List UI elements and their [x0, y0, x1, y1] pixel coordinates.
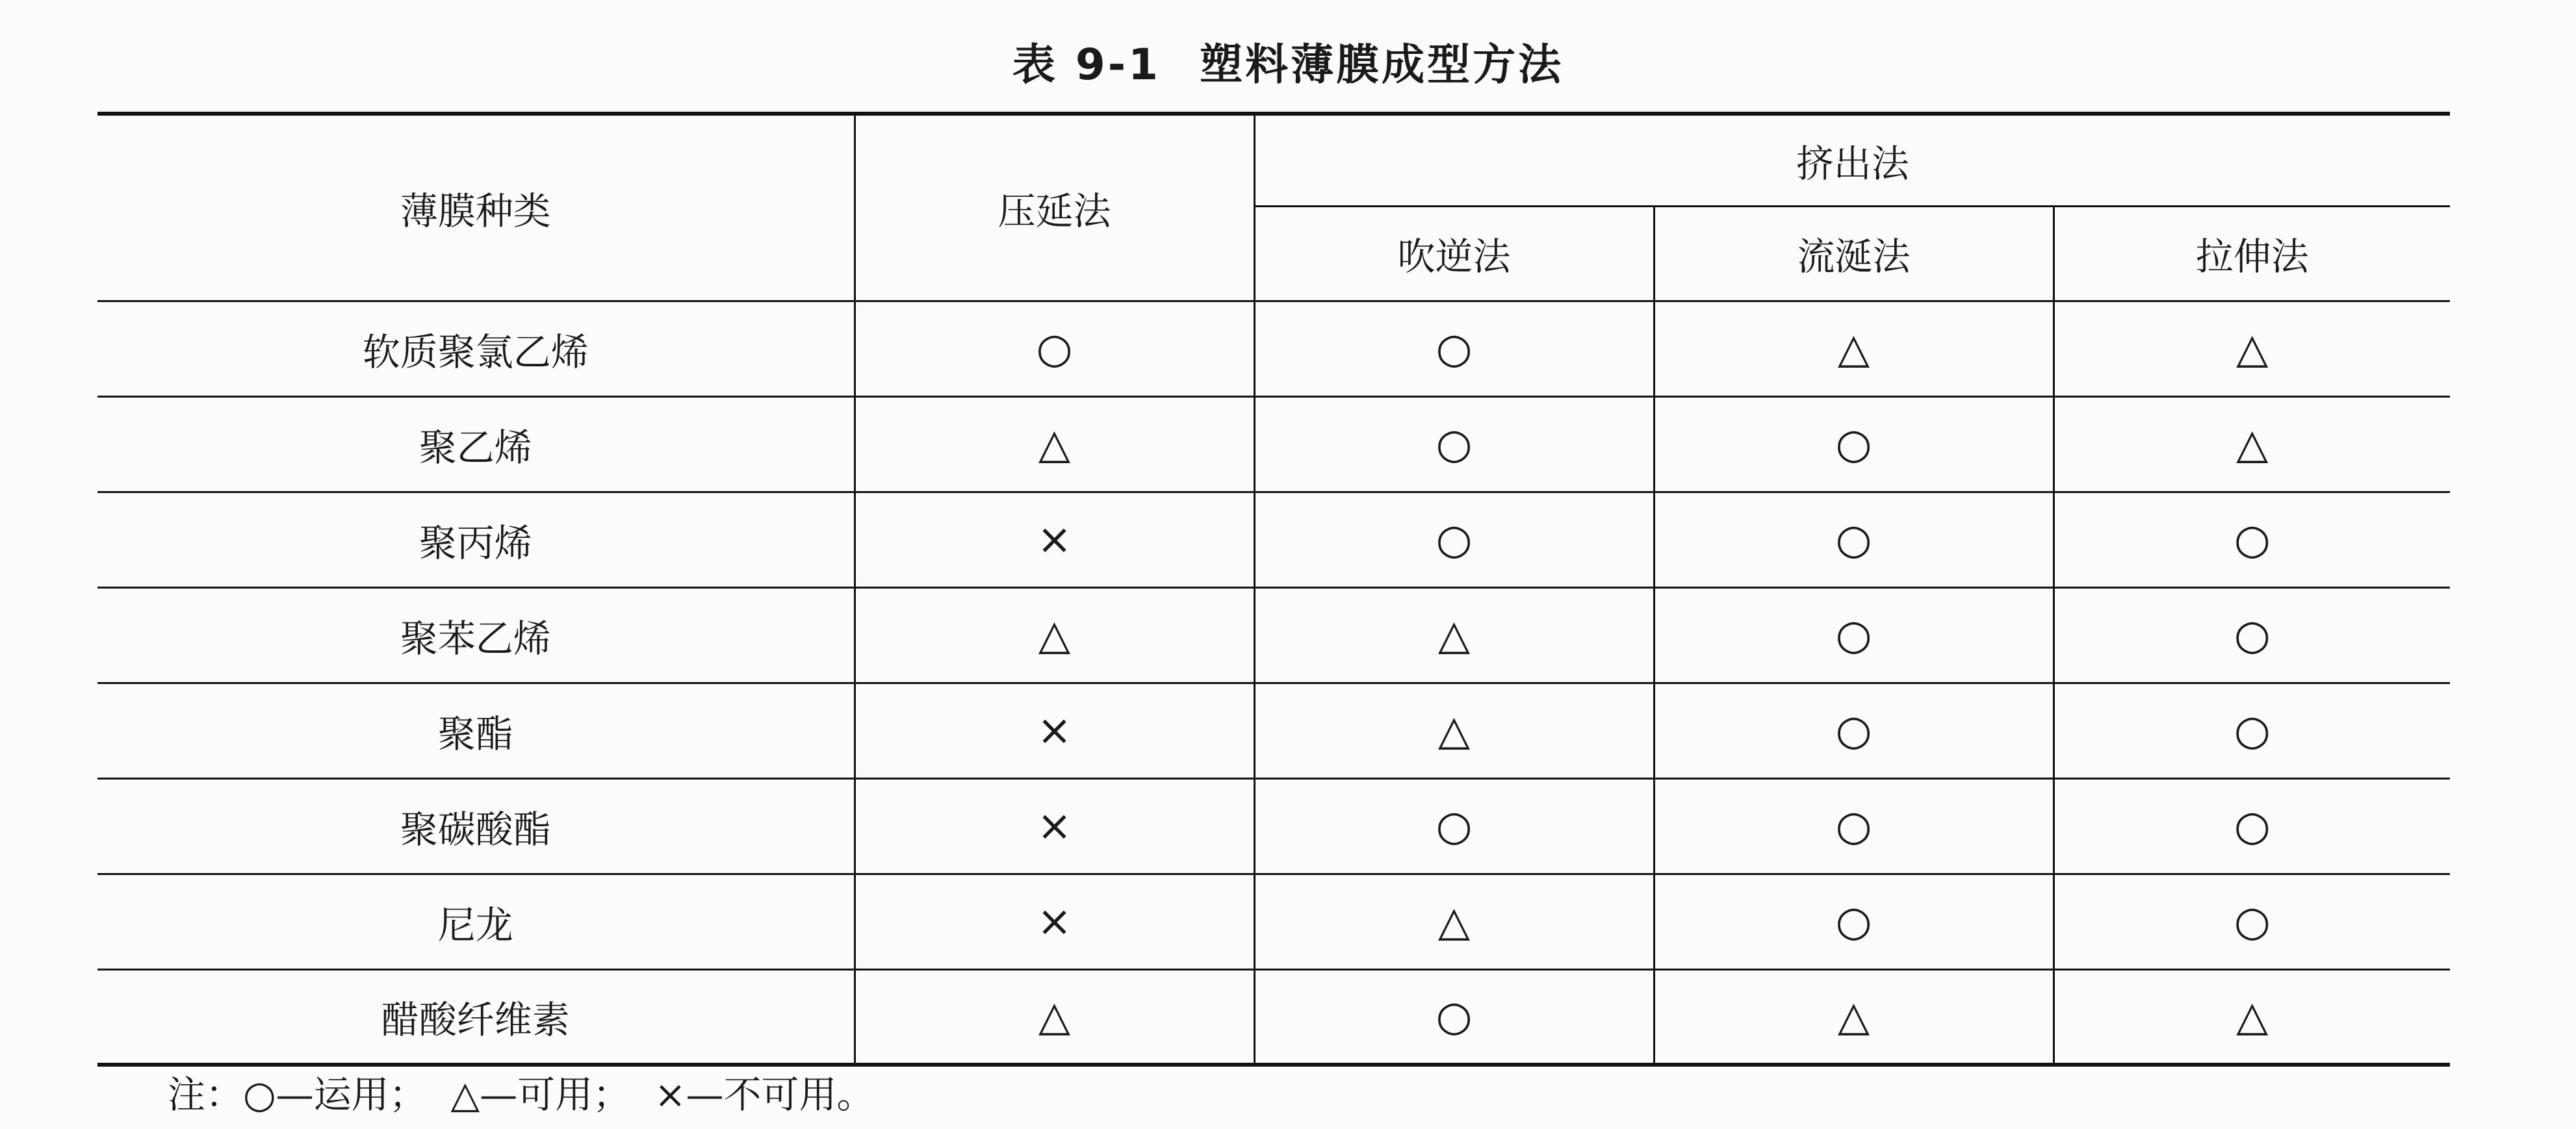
header-row-1 — [97, 114, 2450, 206]
film-name-cell: 聚苯乙烯 — [97, 587, 855, 683]
table-row — [97, 301, 2450, 396]
blown-mark: ○ — [1254, 396, 1654, 492]
calendering-mark: × — [855, 683, 1254, 778]
table-caption — [0, 25, 2576, 96]
cast-mark: ○ — [1654, 492, 2054, 587]
table-row — [97, 587, 2450, 683]
table-row — [97, 492, 2450, 587]
calendering-mark: × — [855, 492, 1254, 587]
film-name-cell: 软质聚氯乙烯 — [97, 301, 855, 396]
cast-mark: △ — [1654, 969, 2054, 1065]
cast-mark: ○ — [1654, 683, 2054, 778]
stretch-mark: ○ — [2054, 492, 2450, 587]
cast-mark: ○ — [1654, 778, 2054, 874]
header-extrusion: 挤出法 — [1254, 114, 2450, 206]
film-name-cell: 聚碳酸酯 — [97, 778, 855, 874]
header-blown: 吹逆法 — [1254, 206, 1654, 301]
film-name-cell: 醋酸纤维素 — [97, 969, 855, 1065]
table-title: 塑料薄膜成型方法 — [1200, 39, 1564, 90]
blown-mark: ○ — [1254, 778, 1654, 874]
stretch-mark: ○ — [2054, 874, 2450, 969]
blown-mark: ○ — [1254, 492, 1654, 587]
film-name-cell: 聚乙烯 — [97, 396, 855, 492]
header-calendering: 压延法 — [855, 114, 1254, 301]
table-row — [97, 969, 2450, 1065]
table-row — [97, 396, 2450, 492]
calendering-mark: × — [855, 874, 1254, 969]
table-row — [97, 683, 2450, 778]
film-name-cell: 聚丙烯 — [97, 492, 855, 587]
calendering-mark: ○ — [855, 301, 1254, 396]
blown-mark: ○ — [1254, 969, 1654, 1065]
cast-mark: ○ — [1654, 874, 2054, 969]
film-molding-methods-table — [97, 112, 2450, 1067]
calendering-mark: △ — [855, 969, 1254, 1065]
stretch-mark: ○ — [2054, 587, 2450, 683]
table-footnote: 注：○—运用； △—可用； ×—不可用。 — [168, 1072, 875, 1117]
header-stretch: 拉伸法 — [2054, 206, 2450, 301]
film-name-cell: 尼龙 — [97, 874, 855, 969]
blown-mark: △ — [1254, 587, 1654, 683]
cast-mark: ○ — [1654, 396, 2054, 492]
table-row — [97, 778, 2450, 874]
calendering-mark: △ — [855, 396, 1254, 492]
stretch-mark: △ — [2054, 301, 2450, 396]
cast-mark: ○ — [1654, 587, 2054, 683]
calendering-mark: △ — [855, 587, 1254, 683]
stretch-mark: △ — [2054, 969, 2450, 1065]
stretch-mark: ○ — [2054, 683, 2450, 778]
table-number: 表 9-1 — [1012, 39, 1161, 90]
film-name-cell: 聚酯 — [97, 683, 855, 778]
header-film-type: 薄膜种类 — [97, 114, 855, 301]
stretch-mark: △ — [2054, 396, 2450, 492]
cast-mark: △ — [1654, 301, 2054, 396]
blown-mark: ○ — [1254, 301, 1654, 396]
table-row — [97, 874, 2450, 969]
blown-mark: △ — [1254, 683, 1654, 778]
blown-mark: △ — [1254, 874, 1654, 969]
header-cast: 流涎法 — [1654, 206, 2054, 301]
calendering-mark: × — [855, 778, 1254, 874]
stretch-mark: ○ — [2054, 778, 2450, 874]
